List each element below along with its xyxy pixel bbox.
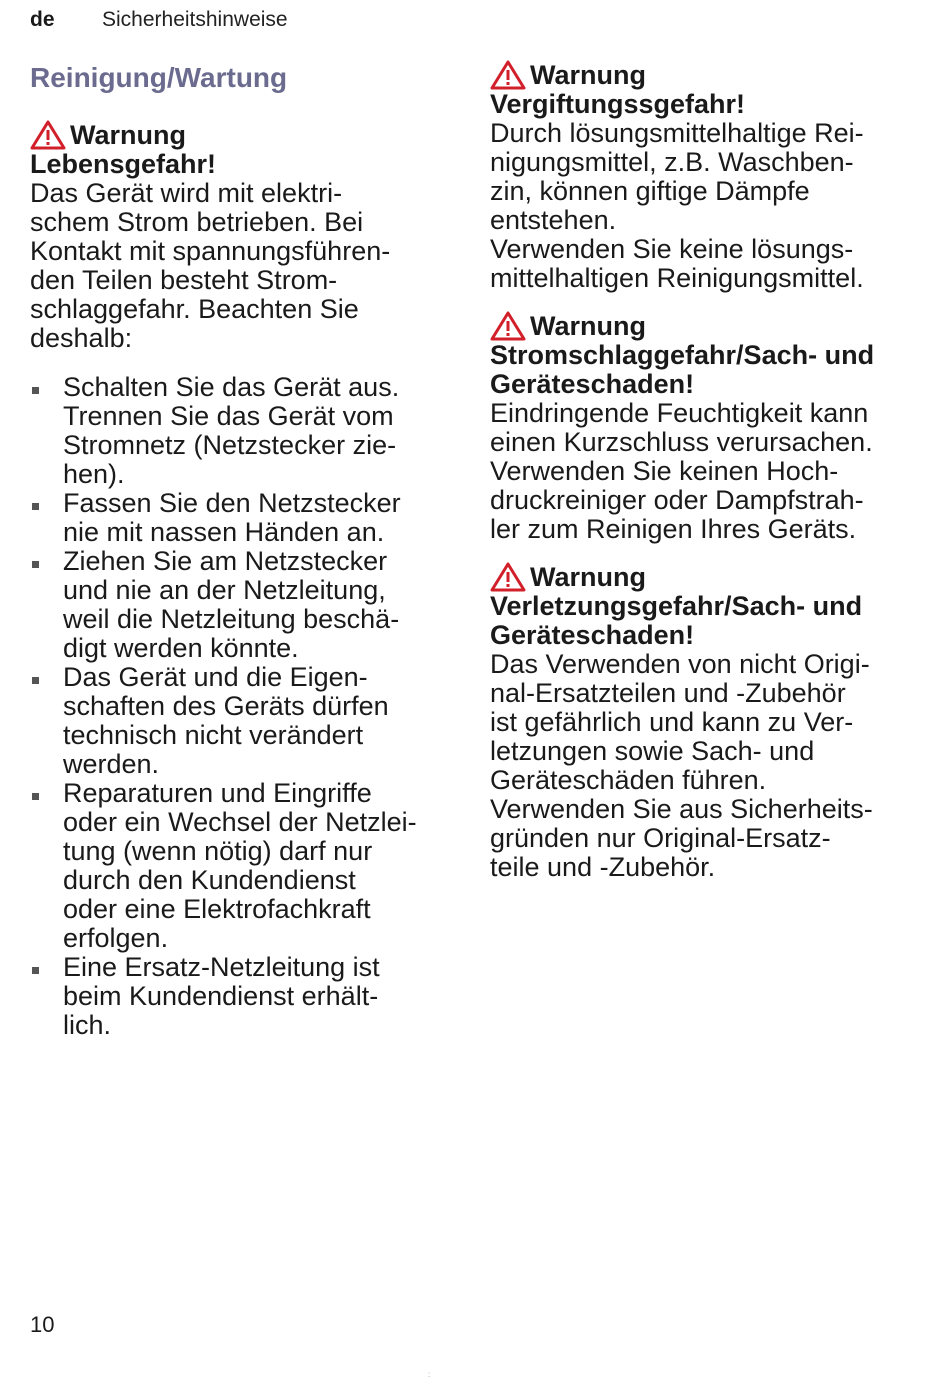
left-column — [30, 60, 470, 1040]
warning-triangle-icon — [30, 120, 66, 150]
square-bullet-icon — [32, 561, 39, 568]
warning-triangle-icon — [490, 311, 526, 341]
square-bullet-icon — [32, 677, 39, 684]
text-line: schem Strom betrieben. Bei — [30, 207, 364, 237]
warning-label: Warnung — [70, 119, 186, 150]
warning-body — [30, 179, 470, 353]
warning-body: Durch lösungsmittelhaltige Rei- nigungsmittel, z.B. Waschben- zin, können giftige Dämpfe entstehen. Verwenden Sie keine lösungs- mittelhaltigen Reinigungsmittel. — [490, 118, 864, 293]
list-item: Ziehen Sie am Netzstecker und nie an der Netzleitung, weil die Netzleitung beschä- digt werden könnte. — [30, 547, 470, 663]
warning-body: Eindringende Feuchtigkeit kann einen Kurzschluss verursachen. Verwenden Sie keinen Hoch- druckreiniger oder Dampfstrah- ler zum Reinigen Ihres Geräts. — [490, 398, 873, 544]
text-line: Das Gerät wird mit elektri- — [30, 178, 343, 208]
section-title: Reinigung/Wartung — [30, 62, 288, 93]
text-line: den Teilen besteht Strom- — [30, 265, 338, 295]
warning-heading: Geräteschaden! — [490, 620, 695, 650]
warning-header — [30, 120, 470, 150]
warning-label: Warnung — [530, 59, 646, 90]
instruction-list — [30, 373, 470, 1040]
right-column — [490, 60, 920, 900]
text-line: Kontakt mit spannungsführen- — [30, 236, 391, 266]
square-bullet-icon — [32, 793, 39, 800]
warning-triangle-icon — [490, 562, 526, 592]
square-bullet-icon — [32, 503, 39, 510]
warning-heading: Geräteschaden! — [490, 369, 695, 399]
warning-triangle-icon — [490, 60, 526, 90]
square-bullet-icon — [32, 967, 39, 974]
text-line: schlaggefahr. Beachten Sie — [30, 294, 359, 324]
square-bullet-icon — [32, 387, 39, 394]
warning-body: Das Verwenden von nicht Origi- nal-Ersatzteilen und -Zubehör ist gefährlich und kann zu Ver- letzungen sowie Sach- und Geräteschäden führen. Verwenden Sie aus Sicherheits- gründen nur Original-Ersatz- teile und -Zubehör. — [490, 649, 873, 882]
warning-block-injury — [490, 562, 920, 882]
warning-block-poison — [490, 60, 920, 293]
list-item: Eine Ersatz-Netzleitung ist beim Kundendienst erhält- lich. — [30, 953, 470, 1040]
warning-label: Warnung — [530, 561, 646, 592]
section-name: Sicherheitshinweise — [102, 8, 288, 31]
warning-block-electric-shock — [490, 311, 920, 544]
list-item: Fassen Sie den Netzstecker nie mit nassen Händen an. — [30, 489, 470, 547]
warning-header — [490, 562, 920, 592]
warning-label: Warnung — [530, 310, 646, 341]
warning-header — [490, 60, 920, 90]
warning-block-electric — [30, 120, 470, 353]
list-item: Schalten Sie das Gerät aus. Trennen Sie das Gerät vom Stromnetz (Netzstecker zie- hen). — [30, 373, 470, 489]
warning-heading: Stromschlaggefahr/Sach- und — [490, 340, 875, 370]
bottom-mark: : — [428, 1370, 431, 1379]
list-item: Reparaturen und Eingriffe oder ein Wechsel der Netzlei- tung (wenn nötig) darf nur durch den Kundendienst oder eine Elektrofachkraft erfolgen. — [30, 779, 470, 953]
page-number: 10 — [30, 1312, 55, 1337]
warning-header — [490, 311, 920, 341]
list-item: Das Gerät und die Eigen- schaften des Geräts dürfen technisch nicht verändert werden. — [30, 663, 470, 779]
page-header — [30, 8, 288, 32]
text-line: deshalb: — [30, 323, 133, 353]
warning-heading: Lebensgefahr! — [30, 149, 217, 179]
warning-heading: Verletzungsgefahr/Sach- und — [490, 591, 863, 621]
language-code: de — [30, 8, 55, 31]
warning-heading: Vergiftungssgefahr! — [490, 89, 746, 119]
